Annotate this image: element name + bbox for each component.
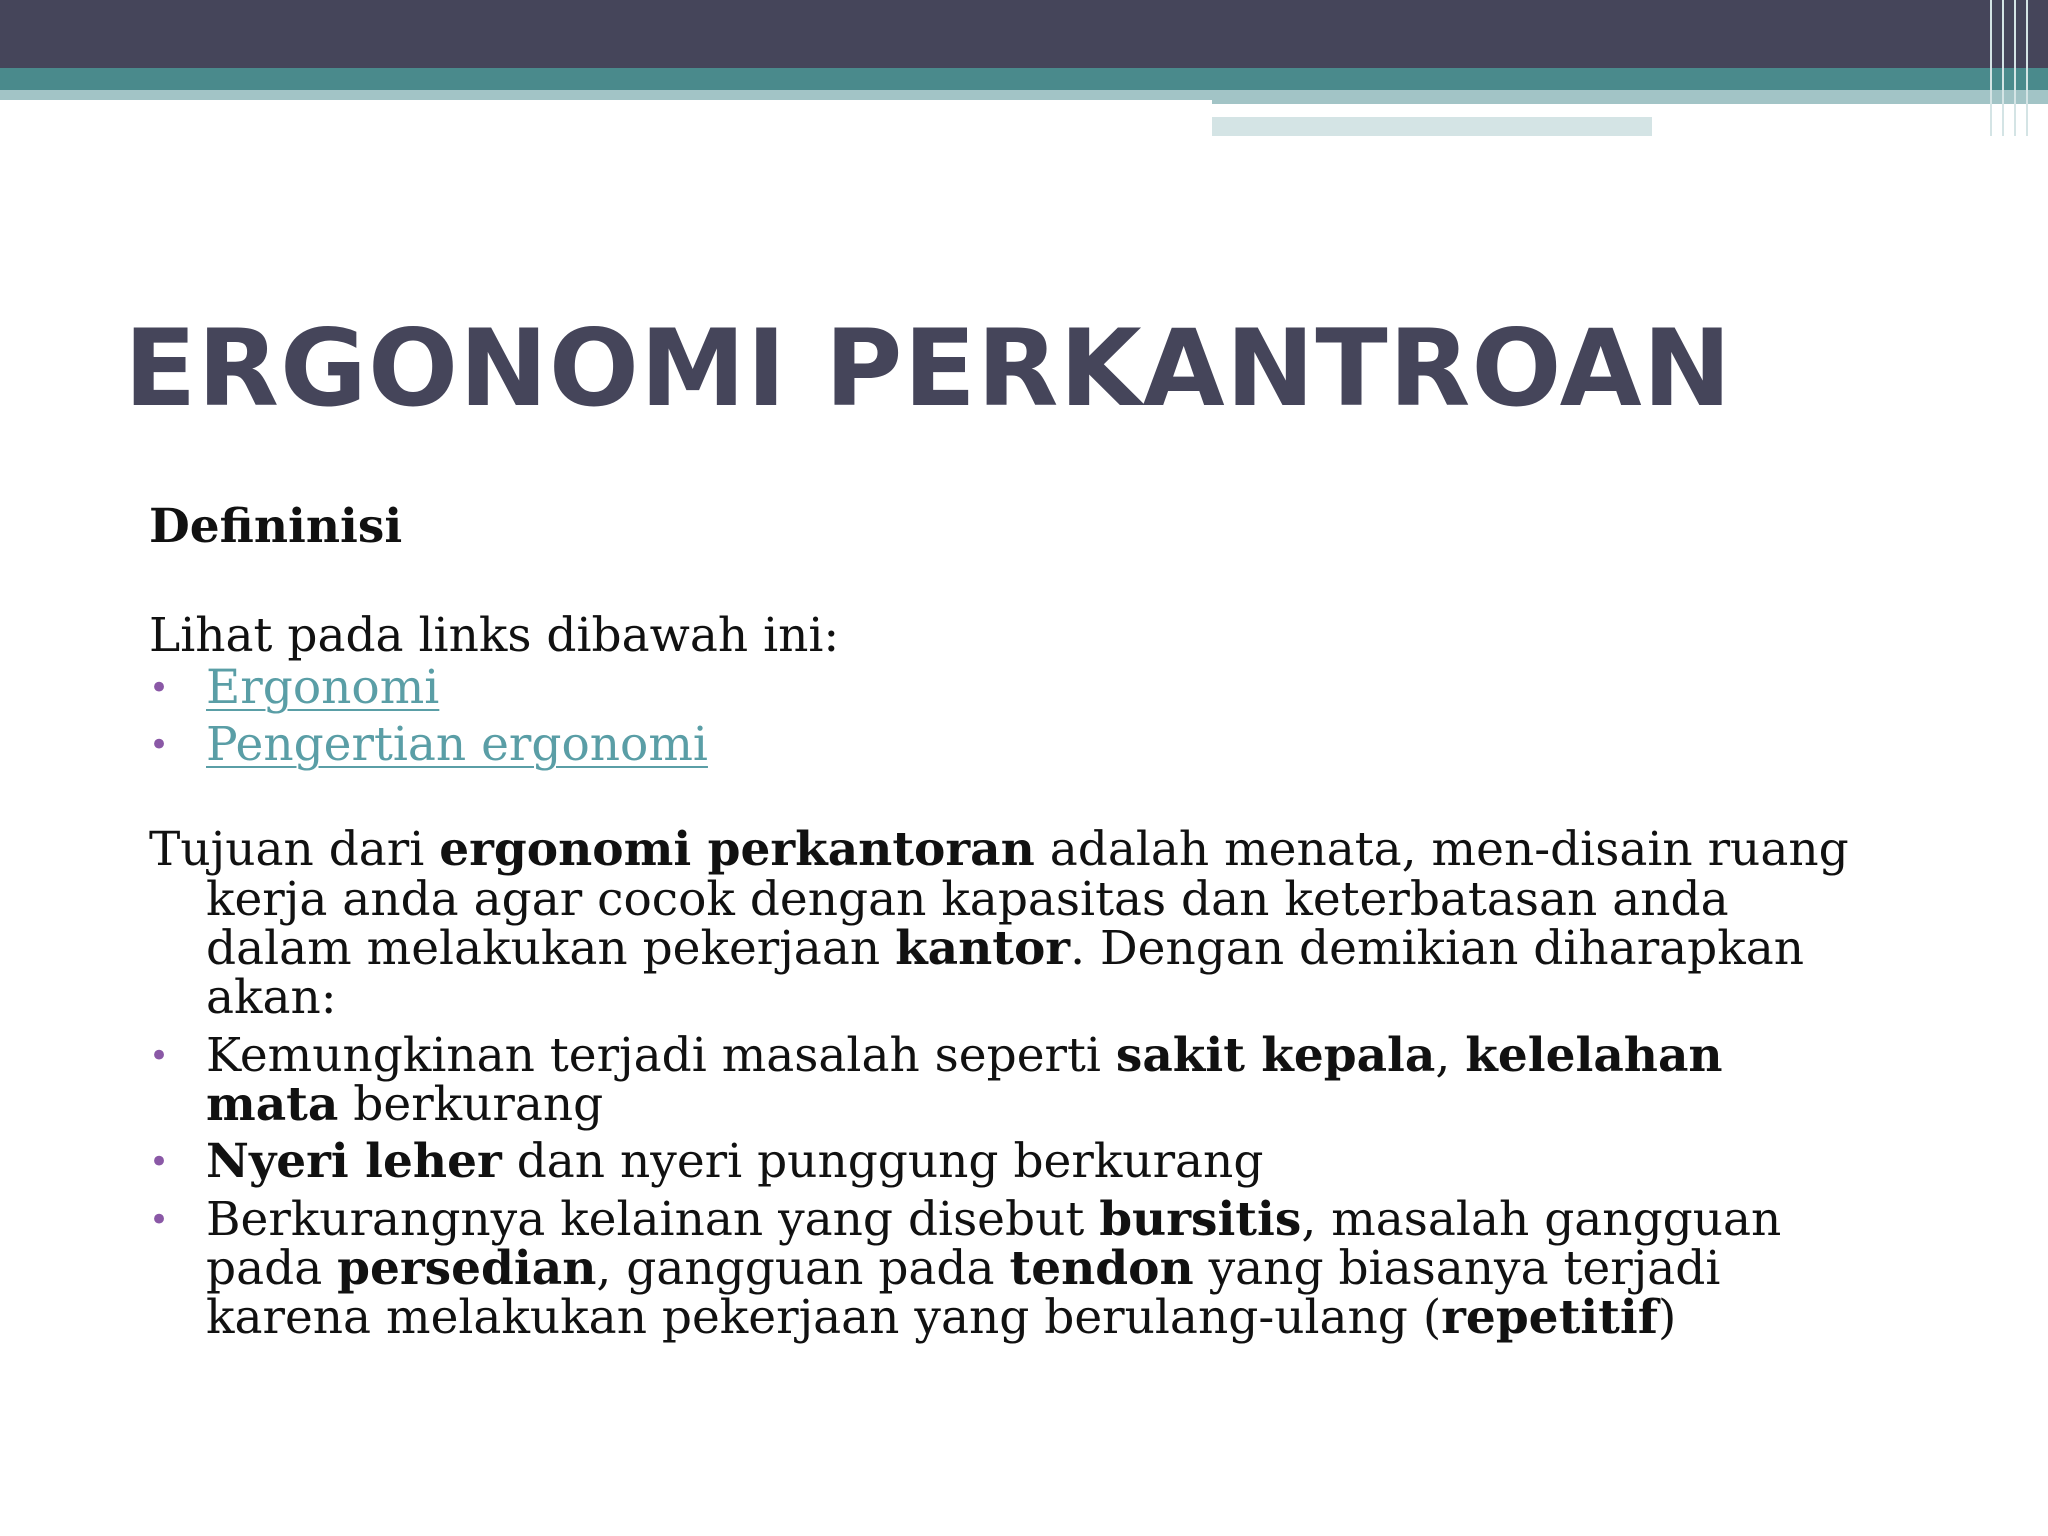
bullet-icon: •	[149, 725, 170, 766]
list-item	[149, 659, 1849, 715]
text-span: berkurang	[338, 1077, 604, 1133]
header-dark-bar	[0, 0, 2048, 70]
bold-span: tendon	[1009, 1241, 1194, 1297]
links-list	[149, 659, 1849, 773]
text-span: Kemungkinan terjadi masalah seperti	[206, 1027, 1116, 1083]
slide-title: ERGONOMI PERKANTROAN	[124, 307, 1733, 430]
header-teal-bar	[0, 68, 2048, 90]
header-edge-stripe	[1990, 0, 1992, 136]
header-light-bar-right	[1212, 90, 2048, 104]
text-span: adalah menata, men-disain ruang kerja anda agar cocok dengan kapasitas dan keterbatasan anda dalam melakukan pekerjaan	[206, 822, 1849, 977]
link-ergonomi[interactable]: Ergonomi	[206, 659, 440, 715]
text-span: , masalah gangguan pada	[206, 1191, 1782, 1297]
text-span: , gangguan pada	[596, 1241, 1010, 1297]
links-intro: Lihat pada links dibawah ini:	[149, 608, 840, 664]
link-pengertian-ergonomi[interactable]: Pengertian ergonomi	[206, 717, 708, 773]
header-light-bar-left	[0, 90, 1212, 100]
benefits-list	[149, 1027, 1849, 1346]
bullet-icon: •	[149, 1035, 170, 1076]
text-span: Tujuan dari	[149, 822, 440, 878]
text-span: dan nyeri punggung berkurang	[501, 1134, 1264, 1190]
bold-span: repetitif	[1441, 1290, 1658, 1346]
header-edge-stripe	[2002, 0, 2004, 136]
bold-span: Nyeri leher	[206, 1134, 502, 1190]
list-item	[149, 1027, 1849, 1133]
header-divider-line	[1212, 112, 1897, 117]
slide-content	[149, 499, 1849, 1346]
definition-heading: Defininisi	[149, 499, 403, 554]
bold-span: kantor	[895, 921, 1071, 977]
header-edge-stripe	[2026, 0, 2028, 136]
text-span: . Dengan demikian diharapkan akan:	[206, 921, 1805, 1026]
bullet-icon: •	[149, 1199, 170, 1240]
text-span: Berkurangnya kelainan yang disebut	[206, 1191, 1100, 1247]
text-span: )	[1657, 1290, 1677, 1346]
bold-span: sakit kepala	[1115, 1027, 1436, 1083]
text-span: ,	[1435, 1027, 1466, 1083]
text-span: yang biasanya terjadi karena melakukan pekerjaan yang berulang-ulang (	[206, 1241, 1721, 1346]
bold-span: kelelahan mata	[206, 1027, 1723, 1133]
list-item	[149, 1134, 1849, 1190]
header-edge-stripe	[2014, 0, 2016, 136]
bold-span: ergonomi perkantoran	[439, 822, 1035, 878]
bullet-icon: •	[149, 1142, 170, 1183]
bullet-icon: •	[149, 667, 170, 708]
purpose-paragraph	[149, 822, 1849, 1026]
list-item	[149, 1191, 1849, 1346]
list-item	[149, 717, 1849, 773]
bold-span: bursitis	[1099, 1191, 1302, 1247]
bold-span: persedian	[337, 1241, 597, 1297]
